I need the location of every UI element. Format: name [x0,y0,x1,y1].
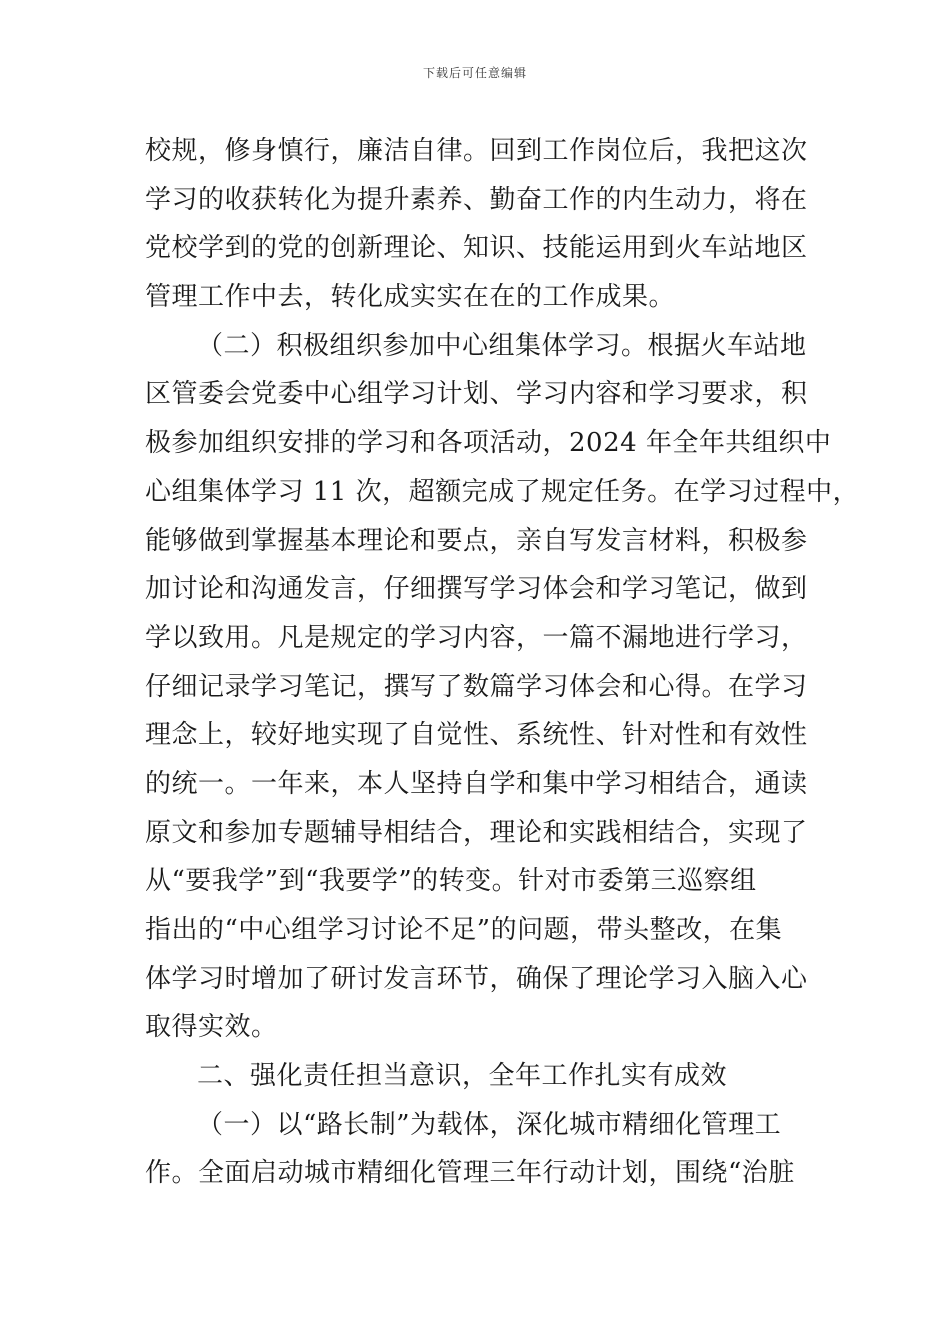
text-line: 仔细记录学习笔记，撰写了数篇学习体会和心得。在学习 [145,671,808,702]
paragraph-start-line: （一）以“路长制”为载体，深化城市精细化管理工 [197,1109,782,1140]
text-line: 原文和参加专题辅导相结合，理论和实践相结合，实现了 [145,817,808,848]
text-line: 学以致用。凡是规定的学习内容，一篇不漏地进行学习， [145,622,808,653]
text-line: 取得实效。 [145,1012,278,1043]
text-line: 校规，修身慎行，廉洁自律。回到工作岗位后，我把这次 [145,136,808,166]
text-line: 极参加组织安排的学习和各项活动，2024 年全年共组织中 [145,428,832,459]
text-line: 管理工作中去，转化成实实在在的工作成果。 [145,282,676,313]
text-line: 的统一。一年来，本人坚持自学和集中学习相结合，通读 [145,768,808,799]
text-line: 作。全面启动城市精细化管理三年行动计划，围绕“治脏 [145,1158,795,1189]
section-heading: 二、强化责任担当意识，全年工作扎实有成效 [197,1061,728,1092]
text-line: 心组集体学习 11 次，超额完成了规定任务。在学习过程中， [145,476,860,507]
text-line: 理念上，较好地实现了自觉性、系统性、针对性和有效性 [145,720,808,751]
document-body [145,127,860,1198]
text-line: 学习的收获转化为提升素养、勤奋工作的内生动力，将在 [145,184,808,215]
text-line: 党校学到的党的创新理论、知识、技能运用到火车站地区 [145,233,808,264]
paragraph-start-line: （二）积极组织参加中心组集体学习。根据火车站地 [197,330,807,361]
text-line: 指出的“中心组学习讨论不足”的问题，带头整改，在集 [145,915,783,945]
text-line: 从“要我学”到“我要学”的转变。针对市委第三巡察组 [145,866,757,897]
text-line: 加讨论和沟通发言，仔细撰写学习体会和学习笔记，做到 [145,574,808,605]
page-header: 下载后可任意编辑 [422,66,527,80]
text-line: 区管委会党委中心组学习计划、学习内容和学习要求，积 [145,379,808,410]
text-line: 能够做到掌握基本理论和要点，亲自写发言材料，积极参 [145,525,808,556]
text-line: 体学习时增加了研讨发言环节，确保了理论学习入脑入心 [145,963,808,994]
